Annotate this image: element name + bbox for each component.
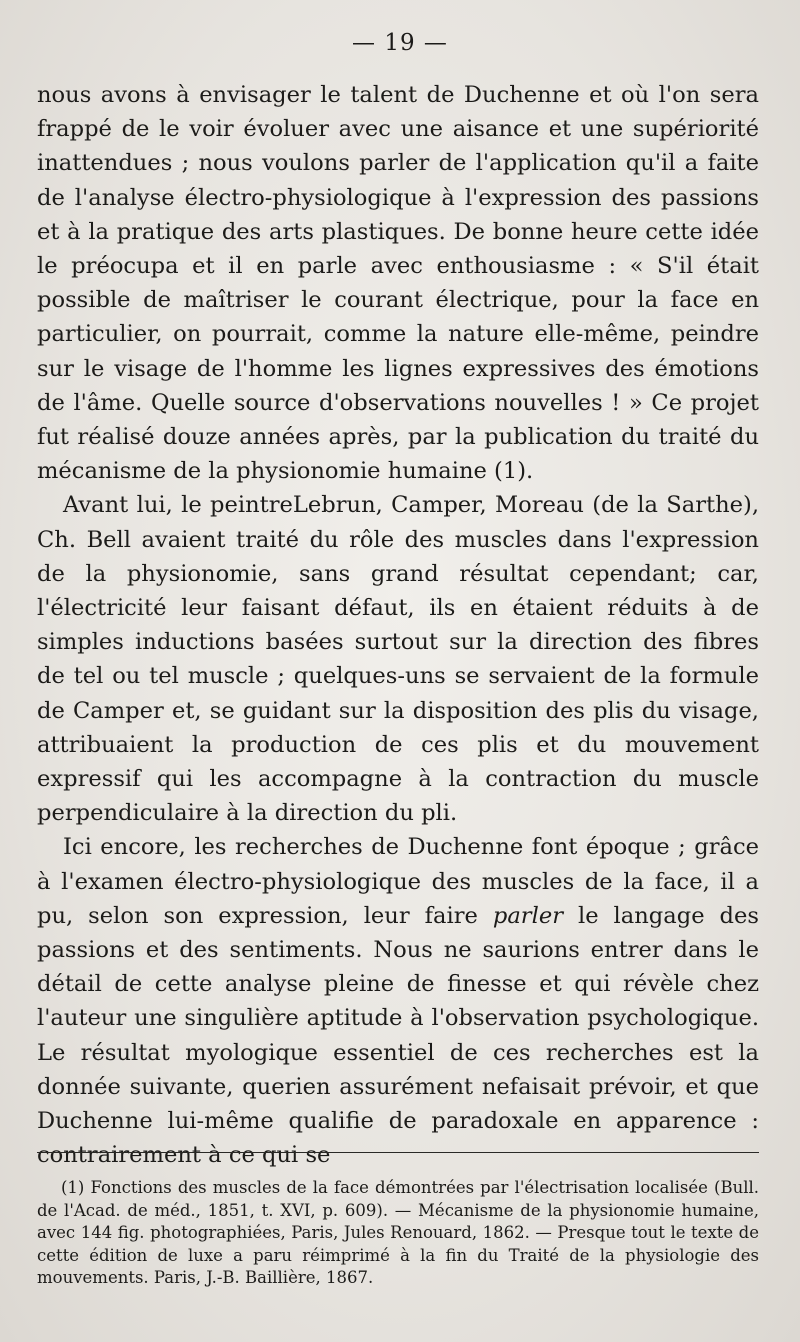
italic-word-parler: parler — [492, 902, 563, 929]
paragraph-3 — [37, 830, 759, 1172]
paragraph-3-start: Ici encore, les recherches de Duchenne font époque ; grâce à l'examen électro-physiologique des muscles de la face, il a pu, selon son expression, leur faire — [37, 834, 759, 929]
paragraph-2: Avant lui, le peintreLebrun, Camper, Moreau (de la Sarthe), Ch. Bell avaient traité du rôle des muscles dans l'expression de la physionomie, sans grand résultat cependant; car, l'électricité leur faisant défaut, ils en étaient réduits à de simples inductions basées surtout sur la direction des fibres de tel ou tel muscle ; quelques-uns se servaient de la formule de Camper et, se guidant sur la disposition des plis du visage, attribuaient la production de ces plis et du mouvement expressif qui les accompagne à la contraction du muscle perpendiculaire à la direction du pli. — [37, 492, 759, 827]
footnote-divider — [37, 1152, 759, 1153]
body-text — [37, 78, 759, 1173]
paragraph-1: nous avons à envisager le talent de Duchenne et où l'on sera frappé de le voir évoluer avec une aisance et une supériorité inattendues ; nous voulons parler de l'application qu'il a faite de l'analyse électro-physiologique à l'expression des passions et à la pratique des arts plastiques. De bonne heure cette idée le préocupa et il en parle avec enthousiasme : « S'il était possible de maîtriser le courant électrique, pour la face en particulier, on pourrait, comme la nature elle-même, peindre sur le visage de l'homme les lignes expressives des émotions de l'âme. Quelle source d'observations nouvelles ! » Ce projet fut réalisé douze années après, par la publication du traité du mécanisme de la physionomie humaine (1). — [37, 82, 759, 485]
footnote: (1) Fonctions des muscles de la face démontrées par l'électrisation localisée (Bull. de l'Acad. de méd., 1851, t. XVI, p. 609). — Mécanisme de la physionomie humaine, avec 144 fig. photographiées, Paris, Jules Renouard, 1862. — Presque tout le texte de cette édition de luxe a paru réimprimé à la fin du Traité de la physiologie des mouvements. Paris, J.-B. Baillière, 1867. — [37, 1178, 759, 1287]
page-number: — 19 — — [352, 30, 448, 56]
paragraph-3-end: le langage des passions et des sentiments. Nous ne saurions entrer dans le détail de cette analyse pleine de finesse et qui révèle chez l'auteur une singulière aptitude à l'observation psychologique. Le résultat myologique essentiel de ces recherches est la donnée suivante, querien assurément nefaisait prévoir, et que Duchenne lui-même qualifie de paradoxale en apparence : contrairement à ce qui se — [37, 902, 759, 1169]
